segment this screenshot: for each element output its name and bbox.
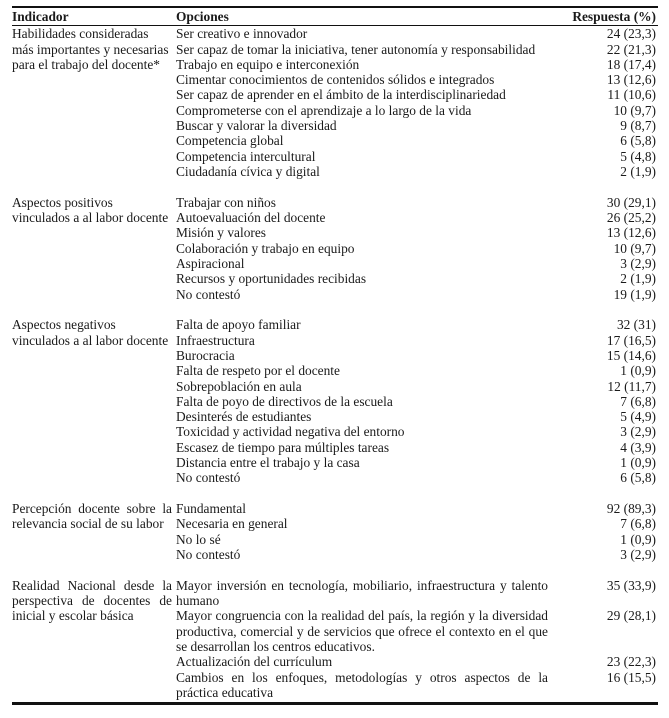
option-cell: Distancia entre el trabajo y la casa (176, 455, 360, 471)
table-row (176, 424, 658, 439)
response-cell: 7 (6,8) (620, 516, 656, 532)
table-row (176, 409, 658, 424)
table-row (176, 133, 658, 148)
option-cell: Mayor congruencia con la realidad del país, la región y la diversidad productiva, comercial y de servicios que ofrece el contexto en el que se desarrollan los centros educativos. (176, 608, 548, 654)
table-row (176, 103, 658, 118)
table-row (176, 195, 658, 210)
group-aspectos-positivos (12, 195, 658, 302)
table-row (176, 470, 658, 485)
option-cell: Aspiracional (176, 255, 245, 271)
table-row (176, 57, 658, 72)
option-cell: No contestó (176, 547, 241, 562)
survey-results-table (12, 0, 658, 705)
table-row (176, 287, 658, 302)
response-cell: 24 (23,3) (606, 26, 656, 42)
table-row (176, 348, 658, 363)
response-cell: 10 (9,7) (613, 240, 656, 256)
table-row (176, 241, 658, 256)
header-response: Respuesta (%) (572, 9, 656, 24)
table-row (176, 363, 658, 378)
response-cell: 19 (1,9) (613, 286, 656, 302)
response-cell: 3 (2,9) (620, 255, 656, 271)
table-row (176, 670, 658, 701)
table-row (176, 164, 658, 179)
table-row (176, 225, 658, 240)
response-cell: 5 (4,8) (620, 148, 656, 164)
option-cell: Recursos y oportunidades recibidas (176, 271, 367, 287)
option-cell: Buscar y valorar la diversidad (176, 118, 337, 134)
table-row (176, 210, 658, 225)
response-cell: 22 (21,3) (606, 41, 656, 57)
group-percepcion-docente (12, 501, 658, 562)
response-cell: 35 (33,9) (606, 577, 656, 593)
table-row (176, 394, 658, 409)
option-cell: Ciudadanía cívica y digital (176, 163, 320, 179)
response-cell: 23 (22,3) (606, 654, 656, 670)
response-cell: 7 (6,8) (620, 393, 656, 409)
option-cell: Trabajar con niños (176, 194, 276, 210)
option-cell: Cambios en los enfoques, metodologías y otros aspectos de la práctica educativa (176, 669, 548, 700)
table-row (176, 654, 658, 669)
option-cell: Comprometerse con el aprendizaje a lo largo de la vida (176, 102, 472, 118)
table-row (176, 72, 658, 87)
option-cell: Desinterés de estudiantes (176, 409, 312, 425)
response-cell: 6 (5,8) (620, 133, 656, 149)
option-cell: Competencia intercultural (176, 148, 316, 164)
table-row (176, 118, 658, 133)
response-cell: 13 (12,6) (606, 72, 656, 88)
table-row (176, 42, 658, 57)
response-cell: 17 (16,5) (606, 332, 656, 348)
response-cell: 3 (2,9) (620, 547, 656, 562)
option-cell: Ser creativo e innovador (176, 26, 308, 42)
option-cell: Autoevaluación del docente (176, 210, 326, 226)
option-cell: No contestó (176, 470, 241, 486)
response-cell: 1 (0,9) (620, 531, 656, 547)
option-cell: Actualización del currículum (176, 654, 333, 670)
response-cell: 3 (2,9) (620, 424, 656, 440)
group-habilidades (12, 26, 658, 179)
table-row (176, 578, 658, 609)
response-cell: 15 (14,6) (606, 347, 656, 363)
group-indicator: Percepción docente sobre la relevancia social de su labor (12, 501, 172, 532)
response-cell: 13 (12,6) (606, 225, 656, 241)
response-cell: 12 (11,7) (607, 378, 656, 394)
response-cell: 11 (10,6) (607, 87, 656, 103)
response-cell: 16 (15,5) (606, 669, 656, 685)
response-cell: 2 (1,9) (620, 163, 656, 179)
option-cell: Falta de poyo de directivos de la escuela (176, 393, 393, 409)
table-row (176, 256, 658, 271)
group-indicator: Aspectos negativos vinculados a al labor docente (12, 317, 169, 348)
option-cell: Escasez de tiempo para múltiples tareas (176, 439, 390, 455)
option-cell: Toxicidad y actividad negativa del entorno (176, 424, 405, 440)
option-cell: Mayor inversión en tecnología, mobiliario, infraestructura y talento humano (176, 577, 548, 609)
option-cell: Falta de apoyo familiar (176, 317, 301, 333)
group-indicator: Habilidades consideradas más importantes y necesarias para el trabajo del docente* (12, 26, 169, 72)
option-cell: No lo sé (176, 531, 221, 547)
option-cell: No contestó (176, 286, 241, 302)
response-cell: 32 (31) (616, 317, 656, 333)
table-bottom-rule (12, 702, 658, 705)
table-row (176, 440, 658, 455)
response-cell: 26 (25,2) (606, 210, 656, 226)
table-row (176, 379, 658, 394)
table-row (176, 547, 658, 562)
response-cell: 9 (8,7) (620, 118, 656, 134)
table-row (176, 532, 658, 547)
table-row (176, 317, 658, 332)
option-cell: Colaboración y trabajo en equipo (176, 240, 355, 256)
group-aspectos-negativos (12, 317, 658, 485)
response-cell: 5 (4,9) (620, 409, 656, 425)
response-cell: 29 (28,1) (606, 608, 656, 624)
table-row (176, 501, 658, 516)
response-cell: 30 (29,1) (606, 194, 656, 210)
table-row (176, 87, 658, 102)
response-cell: 10 (9,7) (613, 102, 656, 118)
option-cell: Misión y valores (176, 225, 267, 241)
response-cell: 2 (1,9) (620, 271, 656, 287)
table-header-row (12, 8, 658, 25)
option-cell: Fundamental (176, 501, 246, 517)
response-cell: 1 (0,9) (620, 455, 656, 471)
option-cell: Infraestructura (176, 332, 255, 348)
response-cell: 4 (3,9) (620, 439, 656, 455)
option-cell: Necesaria en general (176, 516, 288, 532)
option-cell: Trabajo en equipo e interconexión (176, 56, 360, 72)
table-row (176, 149, 658, 164)
response-cell: 1 (0,9) (620, 363, 656, 379)
table-row (176, 26, 658, 41)
response-cell: 92 (89,3) (606, 501, 656, 517)
option-cell: Sobrepoblación en aula (176, 378, 302, 394)
group-realidad-nacional (12, 578, 658, 700)
header-indicator: Indicador (12, 9, 69, 24)
option-cell: Ser capaz de aprender en el ámbito de la interdisciplinariedad (176, 87, 506, 103)
option-cell: Falta de respeto por el docente (176, 363, 340, 379)
table-row (176, 455, 658, 470)
group-indicator: Aspectos positivos vinculados a al labor docente (12, 194, 169, 226)
group-indicator: Realidad Nacional desde la perspectiva de docentes de inicial y escolar básica (12, 577, 172, 624)
response-cell: 6 (5,8) (620, 470, 656, 486)
table-row (176, 271, 658, 286)
option-cell: Burocracia (176, 347, 235, 363)
response-cell: 18 (17,4) (606, 56, 656, 72)
option-cell: Competencia global (176, 133, 284, 149)
option-cell: Ser capaz de tomar la iniciativa, tener autonomía y responsabilidad (176, 41, 536, 57)
option-cell: Cimentar conocimientos de contenidos sólidos e integrados (176, 72, 495, 88)
table-row (176, 333, 658, 348)
table-row (176, 516, 658, 531)
table-row (176, 608, 658, 654)
header-options: Opciones (176, 9, 229, 24)
